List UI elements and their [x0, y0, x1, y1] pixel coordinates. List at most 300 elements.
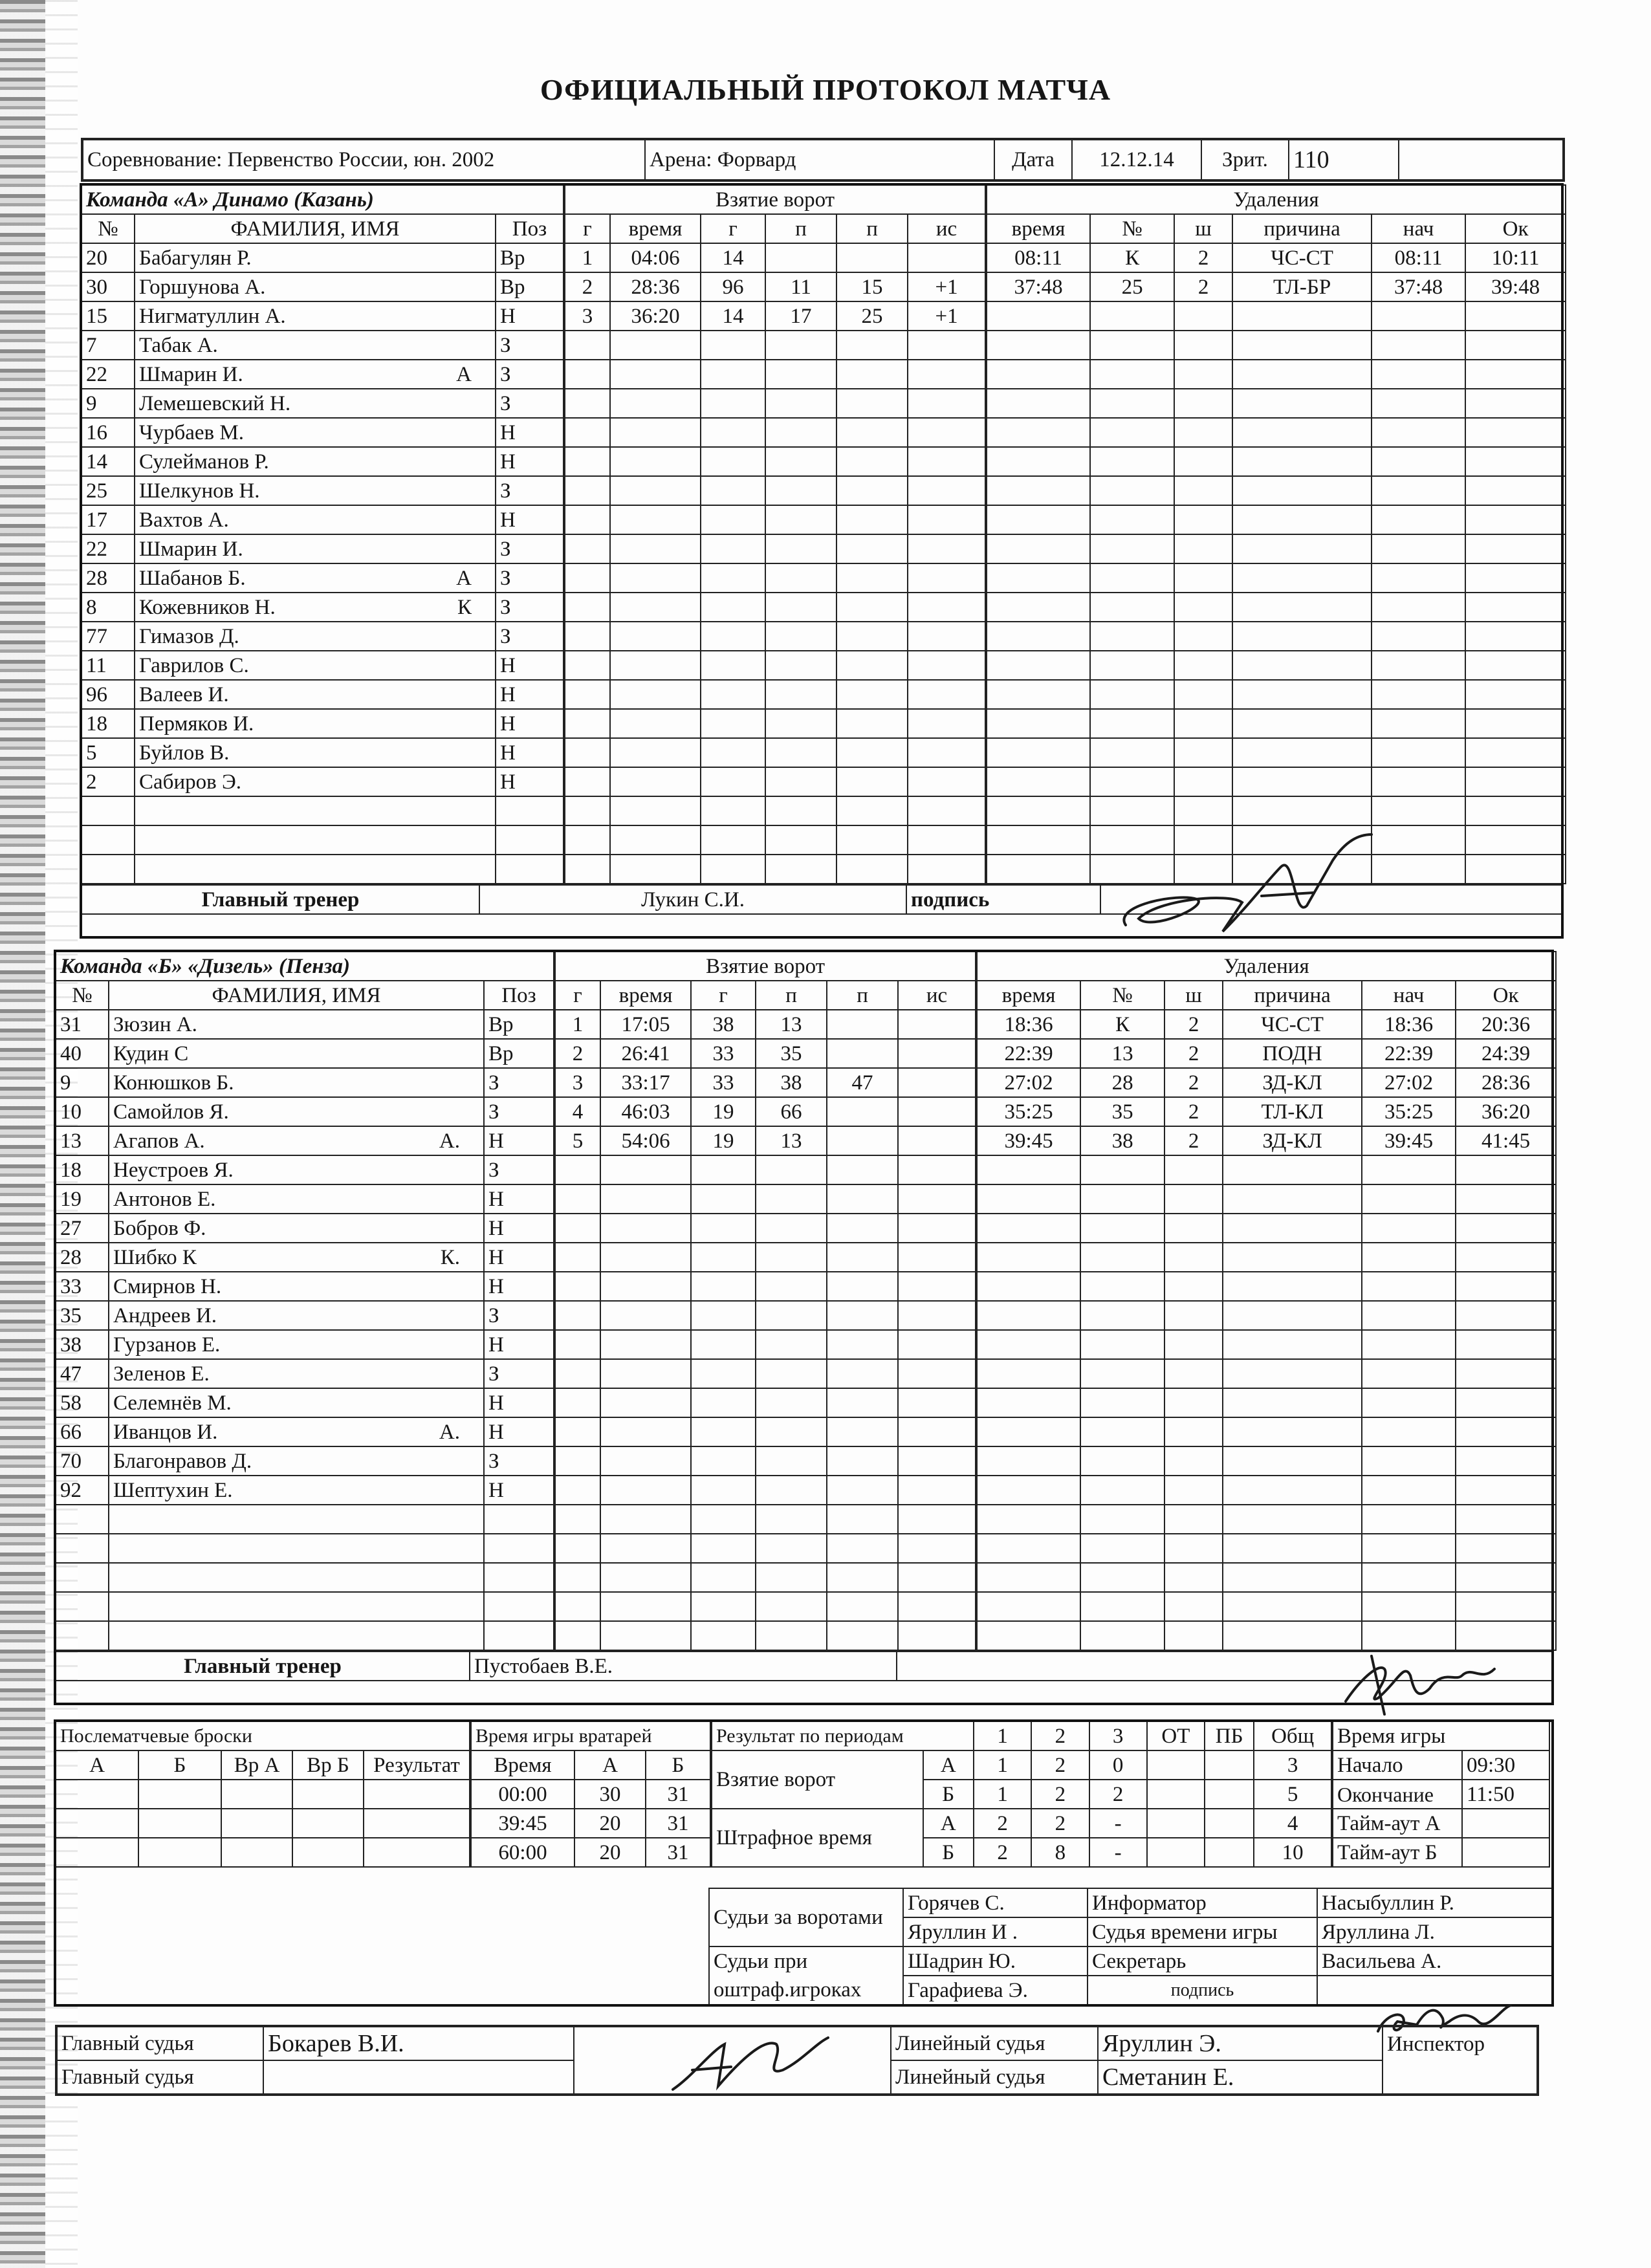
team-b-penalty-cell — [1456, 1417, 1556, 1446]
team-b-goal-row — [555, 1155, 976, 1184]
periods-goals-team-a: А — [923, 1750, 974, 1780]
team-b-penalty-row — [977, 1243, 1556, 1272]
team-b-penalty-cell — [1164, 1446, 1223, 1476]
team-a-goal-cell — [610, 622, 701, 651]
team-a-penalties-col-1: № — [1090, 214, 1174, 243]
team-b-penalty-cell — [977, 1476, 1080, 1505]
team-a-penalty-cell: 2 — [1174, 243, 1232, 272]
team-a-goal-row — [565, 651, 985, 680]
team-a-goal-cell — [610, 447, 701, 476]
player-name: Нигматуллин А. — [139, 304, 286, 328]
team-a-penalty-row — [987, 738, 1566, 767]
player-name-cell — [109, 1214, 484, 1243]
team-a-penalty-cell — [1372, 534, 1465, 563]
team-b-goal-cell — [691, 1301, 756, 1330]
team-a-goal-cell — [908, 534, 985, 563]
team-b-goals-col-5: ис — [898, 981, 976, 1010]
team-a-goal-row — [565, 301, 985, 331]
team-b-penalty-cell — [1164, 1621, 1223, 1650]
team-a-penalty-row — [987, 331, 1566, 360]
player-name-cell — [109, 1184, 484, 1214]
team-b-goal-cell: 13 — [756, 1126, 827, 1155]
player-row — [56, 1330, 554, 1359]
player-number: 66 — [56, 1417, 109, 1446]
team-a-penalty-cell — [1232, 534, 1372, 563]
team-a-goal-cell — [836, 563, 908, 593]
team-a-penalty-cell: 08:11 — [1372, 243, 1465, 272]
team-a-penalty-cell — [1372, 593, 1465, 622]
team-a-goal-cell — [701, 418, 765, 447]
team-a-penalty-cell — [1232, 447, 1372, 476]
team-a-goal-cell — [701, 476, 765, 505]
player-position: Н — [484, 1330, 554, 1359]
team-b-penalty-cell — [1362, 1417, 1456, 1446]
team-b-coach-label: Главный тренер — [56, 1652, 470, 1681]
periods-pim-team-a: А — [923, 1809, 974, 1838]
shootout-col-0: А — [56, 1750, 138, 1780]
team-b-goal-cell — [555, 1388, 600, 1417]
team-a-goal-row — [565, 563, 985, 593]
team-b-goal-cell — [555, 1359, 600, 1388]
periods-pim-b-2: 8 — [1031, 1838, 1089, 1867]
main-referee-2 — [263, 2060, 574, 2095]
team-b-penalty-cell — [1362, 1388, 1456, 1417]
team-a-penalty-cell — [1232, 476, 1372, 505]
team-a-goal-cell: +1 — [908, 301, 985, 331]
team-a-goal-row — [565, 767, 985, 796]
team-a-goal-cell — [765, 767, 836, 796]
team-b-goal-cell — [827, 1010, 898, 1039]
team-b-penalty-cell: ПОДН — [1223, 1039, 1362, 1068]
player-name: Бабагулян Р. — [139, 246, 252, 270]
player-row — [56, 1068, 554, 1097]
team-b-penalty-cell: 27:02 — [977, 1068, 1080, 1097]
team-a-penalty-cell — [1465, 796, 1566, 825]
goalie-time-cell: 00:00 — [471, 1780, 574, 1809]
team-b-goal-cell — [827, 1359, 898, 1388]
header-empty-cell — [1399, 139, 1564, 180]
team-a-goal-cell — [610, 563, 701, 593]
player-number: 70 — [56, 1446, 109, 1476]
team-a-penalty-cell — [1174, 476, 1232, 505]
team-b-goal-cell — [827, 1126, 898, 1155]
team-a-goal-cell — [701, 331, 765, 360]
team-a-goal-cell — [701, 709, 765, 738]
team-a-penalty-cell — [1372, 680, 1465, 709]
team-b-goal-cell: 33 — [691, 1039, 756, 1068]
team-a-goal-cell — [565, 622, 610, 651]
team-b-penalty-cell — [1080, 1534, 1164, 1563]
team-a-goal-cell — [836, 476, 908, 505]
player-row — [82, 593, 563, 622]
team-a-goal-cell — [765, 447, 836, 476]
team-b-goal-cell: 17:05 — [600, 1010, 691, 1039]
team-b-goal-cell — [756, 1388, 827, 1417]
team-a-goal-cell: 3 — [565, 301, 610, 331]
team-b-goal-cell — [898, 1505, 976, 1534]
player-position: Н — [496, 651, 563, 680]
team-a-goal-cell — [610, 360, 701, 389]
shootout-cell — [56, 1838, 138, 1867]
player-number: 58 — [56, 1388, 109, 1417]
team-b-penalty-cell — [1362, 1534, 1456, 1563]
team-a-penalty-cell — [987, 651, 1090, 680]
team-b-goal-cell — [827, 1214, 898, 1243]
team-b-goal-cell — [827, 1330, 898, 1359]
player-name: Бобров Ф. — [113, 1216, 206, 1240]
team-b-penalty-cell — [1164, 1505, 1223, 1534]
player-row — [56, 1446, 554, 1476]
team-b-penalty-cell — [1362, 1330, 1456, 1359]
team-a-goal-cell — [565, 389, 610, 418]
main-referee-label-1: Главный судья — [56, 2026, 263, 2060]
team-a-goal-row — [565, 855, 985, 884]
goalie-time-row — [471, 1838, 710, 1867]
player-row — [56, 1534, 554, 1563]
team-b-goal-cell — [756, 1243, 827, 1272]
team-b-penalty-cell — [1362, 1563, 1456, 1592]
team-b-goal-cell: 38 — [691, 1010, 756, 1039]
team-b-goal-cell — [898, 1214, 976, 1243]
team-a-goal-cell — [701, 447, 765, 476]
team-b-penalty-cell: 18:36 — [1362, 1010, 1456, 1039]
team-b-penalty-cell — [977, 1214, 1080, 1243]
team-a-penalty-row — [987, 651, 1566, 680]
team-a-goal-cell — [908, 563, 985, 593]
team-b-penalty-row — [977, 1563, 1556, 1592]
team-b-goal-cell — [827, 1563, 898, 1592]
team-b-goal-cell — [691, 1214, 756, 1243]
player-name: Шмарин И. — [139, 537, 243, 561]
team-a-penalty-cell — [1372, 622, 1465, 651]
player-row — [82, 272, 563, 301]
team-b-goal-cell — [600, 1621, 691, 1650]
player-row — [82, 680, 563, 709]
team-a-penalties-col-0: время — [987, 214, 1090, 243]
team-b-penalty-cell — [1164, 1388, 1223, 1417]
player-number: 92 — [56, 1476, 109, 1505]
player-row — [56, 1010, 554, 1039]
team-b-penalty-row — [977, 1592, 1556, 1621]
periods-goals-b-2: 2 — [1031, 1780, 1089, 1809]
team-a-goal-cell — [836, 534, 908, 563]
team-b-goal-cell — [691, 1534, 756, 1563]
team-b-goal-cell — [691, 1243, 756, 1272]
shootout-cell — [364, 1809, 470, 1838]
periods-col-4: ПБ — [1205, 1721, 1254, 1750]
player-name-cell — [109, 1446, 484, 1476]
player-name-cell — [109, 1039, 484, 1068]
player-number: 16 — [82, 418, 135, 447]
team-a-penalty-cell — [987, 534, 1090, 563]
team-a-penalty-cell: ТЛ-БР — [1232, 272, 1372, 301]
team-a-penalties-title: Удаления — [987, 185, 1566, 214]
referee-signature — [653, 2025, 847, 2102]
team-a-penalty-cell — [987, 389, 1090, 418]
team-b-penalty-cell — [1223, 1301, 1362, 1330]
player-name-cell — [135, 709, 496, 738]
team-b-penalty-cell — [1362, 1359, 1456, 1388]
player-position: З — [484, 1068, 554, 1097]
team-b-goal-row — [555, 1563, 976, 1592]
team-b-goal-cell — [691, 1184, 756, 1214]
team-a-label: Команда «А» Динамо (Казань) — [82, 185, 563, 214]
team-a-goal-cell — [610, 709, 701, 738]
team-b-goal-cell: 19 — [691, 1097, 756, 1126]
team-a-coach-name: Лукин С.И. — [479, 885, 906, 914]
player-number — [82, 825, 135, 855]
periods-col-1: 2 — [1031, 1721, 1089, 1750]
team-a-goal-cell — [908, 796, 985, 825]
player-name: Вахтов А. — [139, 508, 229, 532]
team-a-goal-row — [565, 447, 985, 476]
team-a-penalties-col-5: Ок — [1465, 214, 1566, 243]
team-b-goal-cell: 1 — [555, 1010, 600, 1039]
team-b-goal-cell — [827, 1505, 898, 1534]
team-a-goal-cell — [765, 709, 836, 738]
team-b-goal-cell — [600, 1184, 691, 1214]
shootout-row — [56, 1809, 470, 1838]
team-a-penalty-cell: К — [1090, 243, 1174, 272]
team-b-penalty-row — [977, 1388, 1556, 1417]
player-position — [484, 1592, 554, 1621]
team-b-goal-cell — [898, 1359, 976, 1388]
team-a-goal-row — [565, 389, 985, 418]
team-b-section — [55, 951, 1557, 1681]
team-b-penalty-cell — [1080, 1301, 1164, 1330]
team-a-goal-cell — [836, 389, 908, 418]
team-a-penalty-cell — [1174, 418, 1232, 447]
team-b-goal-cell — [898, 1330, 976, 1359]
team-b-penalty-cell — [977, 1505, 1080, 1534]
team-a-goal-cell — [908, 767, 985, 796]
team-a-goal-cell — [908, 825, 985, 855]
team-a-goal-cell — [701, 651, 765, 680]
player-position: З — [484, 1359, 554, 1388]
team-b-goal-cell — [691, 1592, 756, 1621]
team-b-goal-cell — [756, 1214, 827, 1243]
team-b-penalty-cell — [1080, 1243, 1164, 1272]
team-a-goals-col-3: п — [765, 214, 836, 243]
team-a-penalty-cell — [1465, 709, 1566, 738]
player-position: Н — [496, 505, 563, 534]
team-a-penalty-cell — [1465, 476, 1566, 505]
game-end-label: Окончание — [1333, 1780, 1462, 1809]
team-a-penalty-cell — [1090, 331, 1174, 360]
team-a-goal-cell — [610, 796, 701, 825]
player-row — [82, 476, 563, 505]
team-a-goal-cell — [565, 563, 610, 593]
player-name-cell — [135, 622, 496, 651]
team-b-goal-cell — [756, 1563, 827, 1592]
player-name-cell — [109, 1068, 484, 1097]
team-a-goal-cell — [565, 709, 610, 738]
team-b-goal-cell — [691, 1446, 756, 1476]
team-a-goal-cell: 36:20 — [610, 301, 701, 331]
team-b-goal-cell — [756, 1272, 827, 1301]
team-b-penalty-cell — [1080, 1476, 1164, 1505]
secretary-name: Васильева А. — [1317, 1946, 1553, 1976]
team-b-goal-cell — [756, 1330, 827, 1359]
team-a-goal-cell — [765, 243, 836, 272]
player-name: Сабиров Э. — [139, 770, 241, 794]
team-b-goal-cell — [555, 1621, 600, 1650]
player-name-cell — [135, 738, 496, 767]
team-b-goal-cell — [600, 1446, 691, 1476]
player-number: 77 — [82, 622, 135, 651]
game-time-table — [1332, 1721, 1550, 1868]
team-b-goal-cell: 26:41 — [600, 1039, 691, 1068]
team-a-penalty-row — [987, 447, 1566, 476]
team-a-penalty-row — [987, 389, 1566, 418]
player-name-cell — [109, 1126, 484, 1155]
player-row — [82, 709, 563, 738]
team-a-goal-cell — [701, 680, 765, 709]
team-b-goal-cell — [600, 1359, 691, 1388]
team-a-goal-cell: 25 — [836, 301, 908, 331]
player-position: З — [496, 593, 563, 622]
col-pos-header: Поз — [496, 214, 563, 243]
player-name-cell — [109, 1097, 484, 1126]
team-b-penalty-cell — [1080, 1505, 1164, 1534]
player-name: Гимазов Д. — [139, 624, 239, 648]
player-name-cell — [135, 447, 496, 476]
player-row — [56, 1214, 554, 1243]
team-a-penalty-cell — [1174, 360, 1232, 389]
team-a-goal-row — [565, 738, 985, 767]
team-b-goal-cell — [555, 1272, 600, 1301]
team-a-goal-cell: 11 — [765, 272, 836, 301]
team-b-penalty-cell — [1362, 1592, 1456, 1621]
team-a-penalty-cell — [987, 680, 1090, 709]
competition: Соревнование: Первенство России, юн. 2002 — [82, 139, 645, 180]
team-a-penalty-cell — [1174, 593, 1232, 622]
player-name: Сулейманов Р. — [139, 450, 269, 474]
periods-pim-b-so — [1205, 1838, 1254, 1867]
team-b-penalty-cell — [1456, 1563, 1556, 1592]
line-referee-2: Сметанин Е. — [1098, 2060, 1383, 2095]
periods-pim-a-3: - — [1089, 1809, 1147, 1838]
team-a-penalty-cell — [1372, 563, 1465, 593]
team-b-goal-cell — [756, 1417, 827, 1446]
team-b-penalty-cell — [1223, 1214, 1362, 1243]
team-a-goals-col-2: г — [701, 214, 765, 243]
team-b-penalty-cell — [1164, 1359, 1223, 1388]
team-a-goal-cell — [701, 796, 765, 825]
team-b-penalty-cell: ЗД-КЛ — [1223, 1068, 1362, 1097]
informer-name: Насыбуллин Р. — [1317, 1888, 1553, 1917]
periods-pim-a-total: 4 — [1254, 1809, 1331, 1838]
team-a-penalty-cell — [1232, 738, 1372, 767]
team-b-penalty-cell — [1223, 1592, 1362, 1621]
team-a-goal-cell: 15 — [836, 272, 908, 301]
player-number — [56, 1621, 109, 1650]
team-b-penalty-cell — [1164, 1301, 1223, 1330]
team-a-goal-cell — [565, 680, 610, 709]
team-b-penalty-cell — [1223, 1417, 1362, 1446]
periods-pim-b-total: 10 — [1254, 1838, 1331, 1867]
periods-goals-a-so — [1205, 1750, 1254, 1780]
secretary-label: Секретарь — [1088, 1946, 1317, 1976]
team-b-penalty-row — [977, 1359, 1556, 1388]
player-number: 28 — [56, 1243, 109, 1272]
team-a-penalty-cell — [1372, 505, 1465, 534]
player-number: 96 — [82, 680, 135, 709]
team-b-roster-body — [56, 1010, 554, 1650]
team-a-sign-label: подпись — [906, 885, 1100, 914]
team-a-goal-cell — [908, 243, 985, 272]
player-row — [56, 1505, 554, 1534]
player-name-cell — [135, 651, 496, 680]
player-number: 2 — [82, 767, 135, 796]
goalie-time-col-0: Время — [471, 1750, 574, 1780]
team-b-penalty-cell: 24:39 — [1456, 1039, 1556, 1068]
team-b-penalty-cell — [1080, 1621, 1164, 1650]
team-b-goal-cell — [756, 1476, 827, 1505]
player-position: Н — [496, 301, 563, 331]
goal-judge-1: Горячев С. — [903, 1888, 1088, 1917]
player-position: Вр — [496, 243, 563, 272]
player-name: Зюзин А. — [113, 1012, 197, 1036]
team-b-penalty-cell — [1456, 1592, 1556, 1621]
player-position — [496, 825, 563, 855]
team-b-penalty-cell — [1164, 1563, 1223, 1592]
team-a-goal-cell — [610, 767, 701, 796]
player-position: Н — [496, 447, 563, 476]
team-b-penalty-cell — [977, 1534, 1080, 1563]
goalie-time-cell: 39:45 — [471, 1809, 574, 1838]
team-a-penalty-row — [987, 563, 1566, 593]
team-a-penalty-cell — [1465, 855, 1566, 884]
player-name: Агапов А. — [113, 1129, 205, 1153]
team-a-goal-cell — [701, 563, 765, 593]
team-b-penalty-row — [977, 1184, 1556, 1214]
team-a-goal-cell — [836, 360, 908, 389]
team-a-penalty-cell: 37:48 — [987, 272, 1090, 301]
team-a-penalty-cell — [987, 418, 1090, 447]
team-a-penalties — [986, 184, 1566, 884]
team-b-goals-col-1: время — [600, 981, 691, 1010]
arena: Арена: Форвард — [645, 139, 994, 180]
team-b-penalty-cell: 22:39 — [977, 1039, 1080, 1068]
team-b-goal-cell — [555, 1563, 600, 1592]
player-number: 31 — [56, 1010, 109, 1039]
player-role: К. — [440, 1245, 460, 1269]
team-b-penalty-cell — [1223, 1476, 1362, 1505]
player-position: Вр — [484, 1010, 554, 1039]
team-a-penalty-cell — [1090, 651, 1174, 680]
team-a-penalty-cell — [1465, 651, 1566, 680]
team-a-penalty-cell — [1174, 331, 1232, 360]
team-a-penalty-row — [987, 418, 1566, 447]
team-b-penalty-cell: 35 — [1080, 1097, 1164, 1126]
team-a-penalty-cell — [1465, 418, 1566, 447]
team-b-goal-cell — [555, 1417, 600, 1446]
team-a-goal-cell — [610, 855, 701, 884]
team-b-goal-cell — [600, 1388, 691, 1417]
team-a-goal-cell — [908, 418, 985, 447]
player-name-cell — [135, 272, 496, 301]
team-b-penalties-col-1: № — [1080, 981, 1164, 1010]
col-name-header-b: ФАМИЛИЯ, ИМЯ — [109, 981, 484, 1010]
team-b-goal-cell — [600, 1476, 691, 1505]
shootout-cell — [138, 1809, 221, 1838]
player-row — [56, 1301, 554, 1330]
team-a-goal-cell: 96 — [701, 272, 765, 301]
team-a-penalty-cell — [1090, 680, 1174, 709]
shootout-cell — [56, 1809, 138, 1838]
team-b-penalties-col-3: причина — [1223, 981, 1362, 1010]
